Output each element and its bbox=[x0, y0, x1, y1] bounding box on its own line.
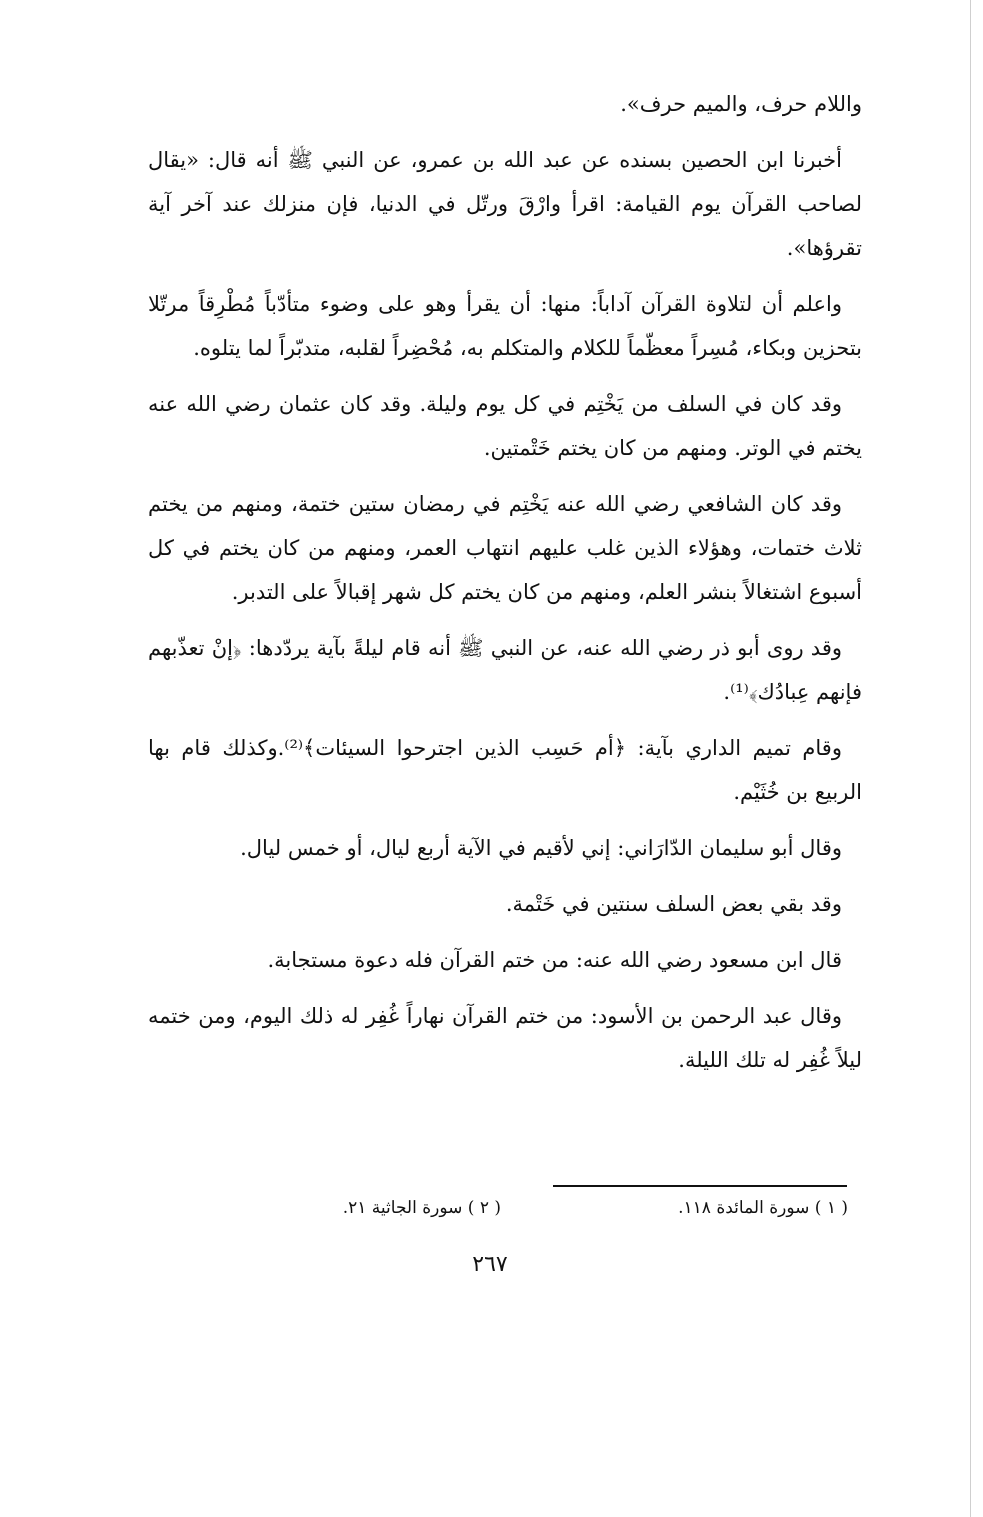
footnote-divider bbox=[553, 1185, 847, 1187]
paragraph-5: وقد كان الشافعي رضي الله عنه يَخْتِم في رمضان ستين ختمة، ومنهم من يختم ثلاث ختمات، وهؤلاء الذين غلب عليهم انتهاب العمر، ومنهم من كان يختم في كل أسبوع اشتغالاً بنشر العلم، ومنهم من كان يختم كل شهر إقبالاً على التدبر. bbox=[148, 492, 862, 604]
paragraph-7: وقام تميم الداري بآية: ﴿أم حَسِب الذين اجترحوا السيئات﴾⁽²⁾.وكذلك قام بها الربيع بن خُثَيْم. bbox=[148, 736, 862, 804]
paragraph-11: وقال عبد الرحمن بن الأسود: من ختم القرآن نهاراً غُفِر له ذلك اليوم، ومن ختمه ليلاً غُفِر له تلك الليلة. bbox=[148, 1004, 862, 1072]
page-number: ٢٦٧ bbox=[472, 1252, 508, 1277]
paragraph-8: وقال أبو سليمان الدّارَاني: إني لأقيم في الآية أربع ليال، أو خمس ليال. bbox=[240, 836, 842, 860]
footnote-2: ( ٢ ) سورة الجاثية ٢١. bbox=[342, 1198, 501, 1218]
paragraph-3: واعلم أن لتلاوة القرآن آداباً: منها: أن يقرأ وهو على وضوء متأدّباً مُطْرِقاً مرتّلا بتحزين وبكاء، مُسِراً معظّماً للكلام والمتكلم به، مُحْضِراً لقلبه، متدبّراً لما يتلوه. bbox=[148, 292, 862, 360]
paragraph-6: وقد روى أبو ذر رضي الله عنه، عن النبي ﷺ أنه قام ليلةً بآية يردّدها: ﴿إنْ تعذّبهم فإنهم عِبادُك﴾⁽¹⁾. bbox=[148, 636, 862, 704]
scan-edge-line bbox=[970, 0, 971, 1517]
paragraph-2: أخبرنا ابن الحصين بسنده عن عبد الله بن عمرو، عن النبي ﷺ أنه قال: «يقال لصاحب القرآن يوم القيامة: اقرأ وارْقَ ورتّل في الدنيا، فإن منزلك عند آخر آية تقرؤها». bbox=[148, 148, 862, 260]
footnote-1: ( ١ ) سورة المائدة ١١٨. bbox=[678, 1198, 848, 1218]
paragraph-9: وقد بقي بعض السلف سنتين في خَتْمة. bbox=[505, 892, 842, 916]
page-body bbox=[148, 82, 862, 1094]
paragraph-4: وقد كان في السلف من يَخْتِم في كل يوم وليلة. وقد كان عثمان رضي الله عنه يختم في الوتر. ومنهم من كان يختم خَتْمتين. bbox=[148, 392, 862, 460]
paragraph-10: قال ابن مسعود رضي الله عنه: من ختم القرآن فله دعوة مستجابة. bbox=[267, 948, 842, 972]
paragraph-1: واللام حرف، والميم حرف». bbox=[620, 92, 862, 116]
